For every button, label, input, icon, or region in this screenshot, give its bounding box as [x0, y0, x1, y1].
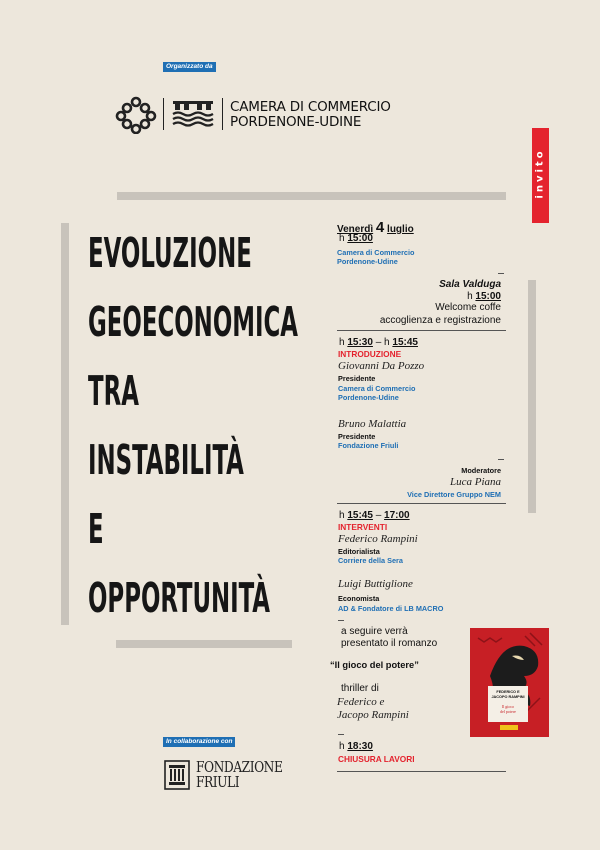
interventi-time-sep: – — [375, 510, 382, 521]
moderator-role: Moderatore — [461, 466, 501, 475]
novel-author1: Federico e — [337, 696, 385, 708]
intro-time-prefix: h — [339, 337, 345, 348]
cover-authors-line1: FEDERICO E — [496, 690, 520, 694]
collaboration-label: In collaborazione con — [163, 737, 235, 747]
closing-time-value: 18:30 — [347, 741, 373, 752]
novel-intro-line1: a seguire verrà — [341, 626, 408, 637]
welcome-line1: Welcome coffe — [435, 302, 501, 313]
foundation-name-line1: FONDAZIONE — [196, 758, 283, 776]
cover-authors — [490, 690, 526, 700]
cover-title-line1: Il gioco — [501, 704, 515, 709]
welcome-time-value: 15:00 — [475, 291, 501, 302]
title-line: OPPORTUNITÀ — [88, 574, 270, 622]
closing-label: CHIUSURA LAVORI — [338, 754, 415, 764]
date-day-name: Venerdì — [337, 224, 374, 235]
venue-line1: Camera di Commercio — [337, 248, 415, 257]
start-time-prefix: h — [339, 233, 345, 244]
welcome-room: Sala Valduga — [439, 279, 501, 290]
dash — [338, 734, 344, 735]
cover-authors-line2: JACOPO RAMPINI — [491, 695, 525, 699]
event-title — [88, 219, 299, 633]
closing-time-prefix: h — [339, 741, 345, 752]
intro-label: INTRODUZIONE — [338, 349, 402, 359]
interventi-time-end: 17:00 — [384, 510, 410, 521]
interventi-time-prefix: h — [339, 510, 345, 521]
intro-time — [339, 337, 418, 349]
speaker-org: Pordenone-Udine — [338, 393, 399, 402]
right-grey-bar — [528, 280, 536, 513]
speaker-role: Presidente — [338, 432, 376, 441]
speaker-role: Economista — [338, 594, 380, 603]
speaker-role: Presidente — [338, 374, 376, 383]
interventi-label: INTERVENTI — [338, 522, 388, 532]
foundation-name-line2: FRIULI — [196, 773, 240, 791]
book-cover-art — [470, 628, 549, 737]
dash — [498, 459, 504, 460]
venue-line2: Pordenone-Udine — [337, 257, 398, 266]
novel-genre: thriller di — [341, 683, 379, 694]
title-line: INSTABILITÀ — [88, 436, 244, 484]
chamber-name-line2: PORDENONE-UDINE — [230, 113, 362, 130]
section-rule — [337, 503, 506, 504]
bottom-grey-bar — [116, 640, 292, 648]
invite-tab — [532, 128, 549, 223]
foundation-emblem-icon — [164, 760, 190, 790]
intro-time-end: 15:45 — [392, 337, 418, 348]
organized-by-label: Organizzato da — [163, 62, 216, 72]
speaker-org: AD & Fondatore di LB MACRO — [338, 604, 444, 613]
novel-intro-line2: presentato il romanzo — [341, 638, 438, 649]
date-month: luglio — [387, 224, 414, 235]
chamber-name-line1: CAMERA DI COMMERCIO — [230, 99, 391, 115]
bridge-waves-icon — [172, 100, 214, 128]
section-rule — [337, 771, 506, 772]
chamber-emblem-icon — [115, 96, 157, 134]
closing-time — [339, 741, 373, 753]
start-time-value: 15:00 — [347, 233, 373, 244]
moderator-org: Vice Direttore Gruppo NEM — [407, 490, 501, 499]
top-grey-bar — [117, 192, 506, 200]
novel-title: “Il gioco del potere” — [330, 660, 419, 670]
speaker-name: Bruno Malattia — [338, 418, 407, 430]
speaker-org: Corriere della Sera — [338, 556, 403, 565]
foundation-name — [196, 760, 282, 790]
title-line: GEOECONOMICA — [88, 298, 299, 346]
dash — [498, 273, 504, 274]
novel-author2: Jacopo Rampini — [337, 709, 409, 721]
moderator-name: Luca Piana — [449, 476, 501, 488]
book-cover — [470, 628, 549, 737]
title-line: TRA — [88, 367, 139, 415]
interventi-time-start: 15:45 — [347, 510, 373, 521]
intro-time-start: 15:30 — [347, 337, 373, 348]
dash — [338, 620, 344, 621]
title-line: EVOLUZIONE — [88, 229, 252, 277]
invite-label: invito — [534, 148, 546, 199]
logo-divider — [163, 98, 164, 130]
chamber-name — [230, 100, 391, 129]
speaker-name: Luigi Buttiglione — [338, 578, 413, 590]
start-time — [339, 233, 373, 245]
speaker-org: Camera di Commercio — [338, 384, 416, 393]
interventi-time — [339, 510, 410, 522]
welcome-time-prefix: h — [467, 291, 473, 302]
speaker-name: Giovanni Da Pozzo — [338, 360, 425, 372]
speaker-name: Federico Rampini — [338, 533, 418, 545]
cover-title — [490, 704, 526, 714]
logo-divider-2 — [222, 98, 223, 130]
welcome-line2: accoglienza e registrazione — [379, 315, 501, 326]
left-grey-bar — [61, 223, 69, 625]
intro-time-sep: – h — [375, 337, 390, 348]
speaker-org: Fondazione Friuli — [338, 441, 399, 450]
section-rule — [337, 330, 506, 331]
title-line: E — [88, 505, 104, 553]
date-day-number: 4 — [375, 219, 385, 236]
speaker-role: Editorialista — [338, 547, 380, 556]
cover-title-line2: del potere — [500, 709, 516, 714]
